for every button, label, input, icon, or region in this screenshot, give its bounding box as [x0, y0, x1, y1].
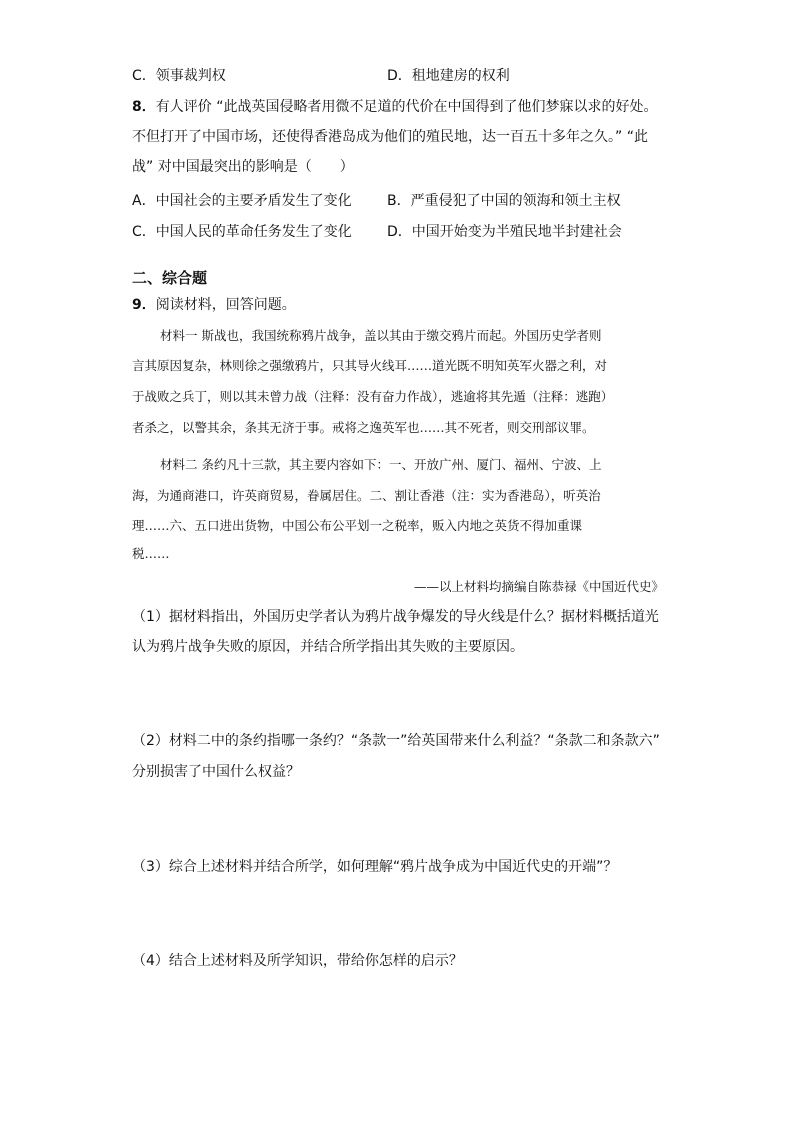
sub-question-1-line-1: （1）据材料指出，外国历史学者认为鸦片战争爆发的导火线是什么？据材料概括道光 [132, 609, 659, 625]
material-2-line-2: 海，为通商港口，许英商贸易，眷属居住。二、割让香港（注：实为香港岛），听英治 [132, 488, 601, 503]
question-8-line-3: 战” 对中国最突出的影响是（ ） [132, 159, 354, 175]
material-source: ——以上材料均摘编自陈恭禄《中国近代史》 [413, 579, 664, 594]
question-9-stem: 阅读材料，回答问题。 [155, 297, 296, 313]
question-9-line [132, 295, 296, 315]
material-2-line-1: 材料二 条约凡十三款，其主要内容如下：一、开放广州、厦门、福州、宁波、上 [160, 457, 602, 472]
material-2-line-3: 理……六、五口进出货物，中国公布公平划一之税率，贩入内地之英货不得加重课 [132, 518, 583, 533]
material-1-line-4: 者杀之，以警其余，条其无济于事。戒将之逸英军也……其不死者，则交刑部议罪。 [132, 420, 595, 435]
question-8-stem-1: 有人评价 “此战英国侵略者用微不足道的代价在中国得到了他们梦寐以求的好处。 [155, 99, 658, 115]
material-2-line-4: 税…… [132, 546, 170, 561]
q8-option-c: C．中国人民的革命任务发生了变化 [132, 224, 352, 240]
q8-option-a: A．中国社会的主要矛盾发生了变化 [132, 193, 352, 209]
question-9-number: 9． [132, 297, 156, 313]
sub-question-2-line-1: （2）材料二中的条约指哪一条约？“条款一”给英国带来什么利益？“条款二和条款六” [132, 733, 660, 749]
sub-question-3: （3）综合上述材料并结合所学，如何理解“鸦片战争成为中国近代史的开端”？ [132, 859, 618, 875]
material-1-line-2: 言其原因复杂，林则徐之强缴鸦片，只其导火线耳……道光既不明知英军火器之利，对 [132, 358, 608, 373]
material-1-line-1: 材料一 斯战也，我国统称鸦片战争，盖以其由于缴交鸦片而起。外国历史学者则 [160, 328, 602, 343]
sub-question-4: （4）结合上述材料及所学知识，带给你怎样的启示？ [132, 953, 463, 969]
q8-option-d: D．中国开始变为半殖民地半封建社会 [387, 224, 622, 240]
question-8-line-2: 不但打开了中国市场，还使得香港岛成为他们的殖民地，达一百五十多年之久。” “此 [132, 129, 648, 145]
q8-option-b: B．严重侵犯了中国的领海和领土主权 [387, 193, 621, 209]
sub-question-2-line-2: 分别损害了中国什么权益？ [132, 764, 300, 780]
section-2-heading: 二、综合题 [132, 269, 208, 287]
sub-question-1-line-2: 认为鸦片战争失败的原因，并结合所学指出其失败的主要原因。 [132, 639, 524, 655]
q7-option-c: C．领事裁判权 [132, 68, 226, 84]
question-8-line-1 [132, 97, 657, 117]
q7-option-d: D．租地建房的权利 [387, 68, 510, 84]
material-1-line-3: 于战败之兵丁，则以其未曾力战（注释：没有奋力作战），逃逾将其先遁（注释：逃跑） [132, 389, 614, 404]
question-8-number: 8． [132, 99, 156, 115]
